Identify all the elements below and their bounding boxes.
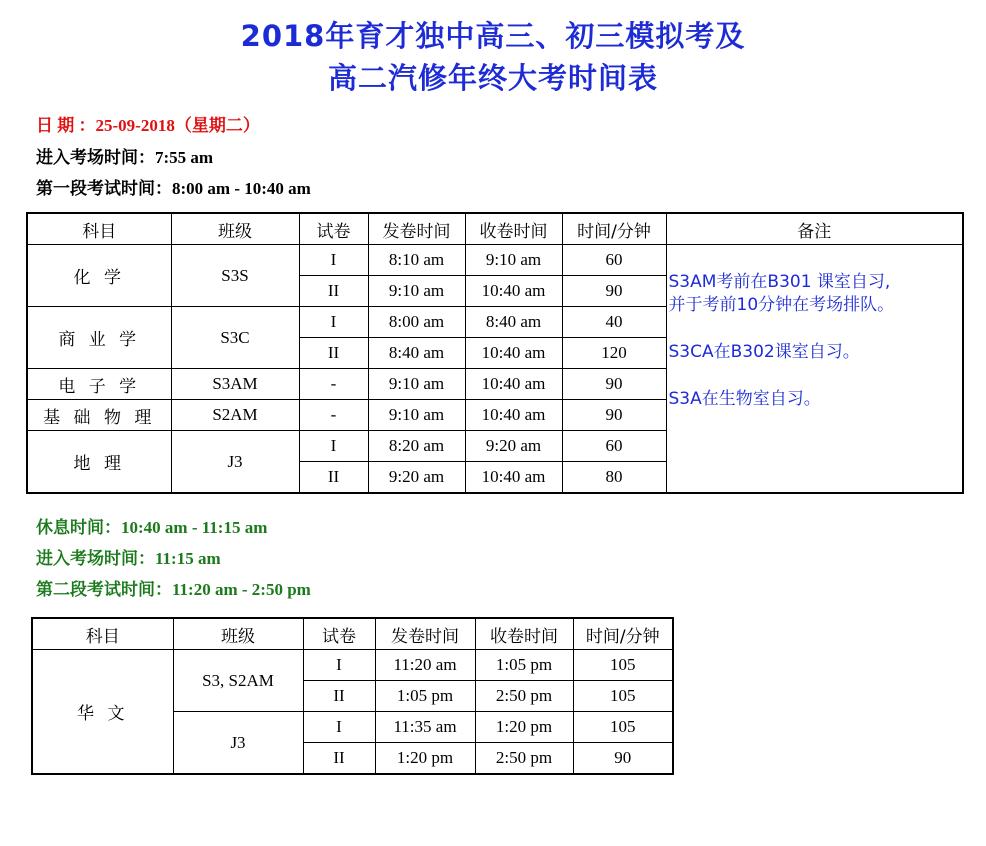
column-header: 备注 bbox=[666, 213, 963, 245]
duration-cell: 60 bbox=[562, 431, 666, 462]
exam-date: 日 期 ：25-09-2018（星期二） bbox=[36, 116, 260, 135]
session1-exam-time: 第一段考试时间：8:00 am - 10:40 am bbox=[36, 179, 311, 198]
start-time-cell: 1:05 pm bbox=[375, 681, 475, 712]
start-time-cell: 9:20 am bbox=[368, 462, 465, 494]
column-header: 收卷时间 bbox=[465, 213, 562, 245]
start-time-cell: 9:10 am bbox=[368, 400, 465, 431]
subject-cell: 基 础 物 理 bbox=[27, 400, 171, 431]
session2-entry-time: 进入考场时间：11:15 am bbox=[36, 549, 221, 568]
class-cell: S2AM bbox=[171, 400, 299, 431]
paper-cell: II bbox=[299, 338, 368, 369]
session2-schedule-table bbox=[31, 617, 674, 775]
table-header-row bbox=[27, 213, 963, 245]
column-header: 时间/分钟 bbox=[573, 618, 673, 650]
start-time-cell: 9:10 am bbox=[368, 369, 465, 400]
end-time-cell: 1:05 pm bbox=[475, 650, 573, 681]
subject-cell: 华 文 bbox=[32, 650, 173, 775]
end-time-cell: 2:50 pm bbox=[475, 743, 573, 775]
paper-cell: II bbox=[303, 681, 375, 712]
remark-line: S3AM考前在B301 课室自习, bbox=[668, 272, 891, 292]
column-header: 试卷 bbox=[299, 213, 368, 245]
class-cell: J3 bbox=[171, 431, 299, 494]
end-time-cell: 10:40 am bbox=[465, 369, 562, 400]
start-time-cell: 11:35 am bbox=[375, 712, 475, 743]
start-time-cell: 8:10 am bbox=[368, 245, 465, 276]
paper-cell: II bbox=[303, 743, 375, 775]
start-time-cell: 8:40 am bbox=[368, 338, 465, 369]
duration-cell: 105 bbox=[573, 681, 673, 712]
duration-cell: 105 bbox=[573, 650, 673, 681]
column-header: 收卷时间 bbox=[475, 618, 573, 650]
remark-line: S3CA在B302课室自习。 bbox=[668, 342, 860, 362]
duration-cell: 60 bbox=[562, 245, 666, 276]
start-time-cell: 11:20 am bbox=[375, 650, 475, 681]
table-row bbox=[27, 245, 963, 276]
start-time-cell: 9:10 am bbox=[368, 276, 465, 307]
document-title-line2: 高二汽修年终大考时间表 bbox=[327, 61, 658, 95]
end-time-cell: 1:20 pm bbox=[475, 712, 573, 743]
start-time-cell: 8:20 am bbox=[368, 431, 465, 462]
duration-cell: 90 bbox=[562, 400, 666, 431]
session1-entry-time: 进入考场时间：7:55 am bbox=[36, 148, 214, 167]
paper-cell: I bbox=[303, 712, 375, 743]
subject-cell: 电 子 学 bbox=[27, 369, 171, 400]
column-header: 发卷时间 bbox=[368, 213, 465, 245]
paper-cell: II bbox=[299, 276, 368, 307]
class-cell: J3 bbox=[173, 712, 303, 775]
paper-cell: I bbox=[303, 650, 375, 681]
column-header: 科目 bbox=[27, 213, 171, 245]
rest-time: 休息时间：10:40 am - 11:15 am bbox=[36, 518, 268, 537]
paper-cell: I bbox=[299, 431, 368, 462]
class-cell: S3C bbox=[171, 307, 299, 369]
column-header: 科目 bbox=[32, 618, 173, 650]
duration-cell: 90 bbox=[573, 743, 673, 775]
end-time-cell: 10:40 am bbox=[465, 276, 562, 307]
duration-cell: 90 bbox=[562, 276, 666, 307]
column-header: 班级 bbox=[173, 618, 303, 650]
end-time-cell: 10:40 am bbox=[465, 338, 562, 369]
remark-line: 并于考前10分钟在考场排队。 bbox=[668, 295, 895, 315]
end-time-cell: 2:50 pm bbox=[475, 681, 573, 712]
column-header: 时间/分钟 bbox=[562, 213, 666, 245]
session1-schedule-table bbox=[26, 212, 964, 494]
duration-cell: 40 bbox=[562, 307, 666, 338]
remarks-cell bbox=[666, 245, 963, 494]
document-title-line1: 2018年育才独中高三、初三模拟考及 bbox=[240, 19, 746, 53]
column-header: 发卷时间 bbox=[375, 618, 475, 650]
end-time-cell: 10:40 am bbox=[465, 400, 562, 431]
table-row bbox=[32, 650, 673, 681]
paper-cell: I bbox=[299, 245, 368, 276]
duration-cell: 90 bbox=[562, 369, 666, 400]
session2-exam-time: 第二段考试时间：11:20 am - 2:50 pm bbox=[36, 580, 311, 599]
paper-cell: I bbox=[299, 307, 368, 338]
class-cell: S3, S2AM bbox=[173, 650, 303, 712]
paper-cell: - bbox=[299, 369, 368, 400]
remark-line: S3A在生物室自习。 bbox=[668, 389, 821, 409]
subject-cell: 商 业 学 bbox=[27, 307, 171, 369]
class-cell: S3AM bbox=[171, 369, 299, 400]
column-header: 试卷 bbox=[303, 618, 375, 650]
class-cell: S3S bbox=[171, 245, 299, 307]
subject-cell: 地 理 bbox=[27, 431, 171, 494]
end-time-cell: 10:40 am bbox=[465, 462, 562, 494]
end-time-cell: 9:20 am bbox=[465, 431, 562, 462]
duration-cell: 120 bbox=[562, 338, 666, 369]
paper-cell: - bbox=[299, 400, 368, 431]
table-header-row bbox=[32, 618, 673, 650]
end-time-cell: 8:40 am bbox=[465, 307, 562, 338]
end-time-cell: 9:10 am bbox=[465, 245, 562, 276]
duration-cell: 105 bbox=[573, 712, 673, 743]
start-time-cell: 8:00 am bbox=[368, 307, 465, 338]
paper-cell: II bbox=[299, 462, 368, 494]
start-time-cell: 1:20 pm bbox=[375, 743, 475, 775]
duration-cell: 80 bbox=[562, 462, 666, 494]
column-header: 班级 bbox=[171, 213, 299, 245]
subject-cell: 化 学 bbox=[27, 245, 171, 307]
